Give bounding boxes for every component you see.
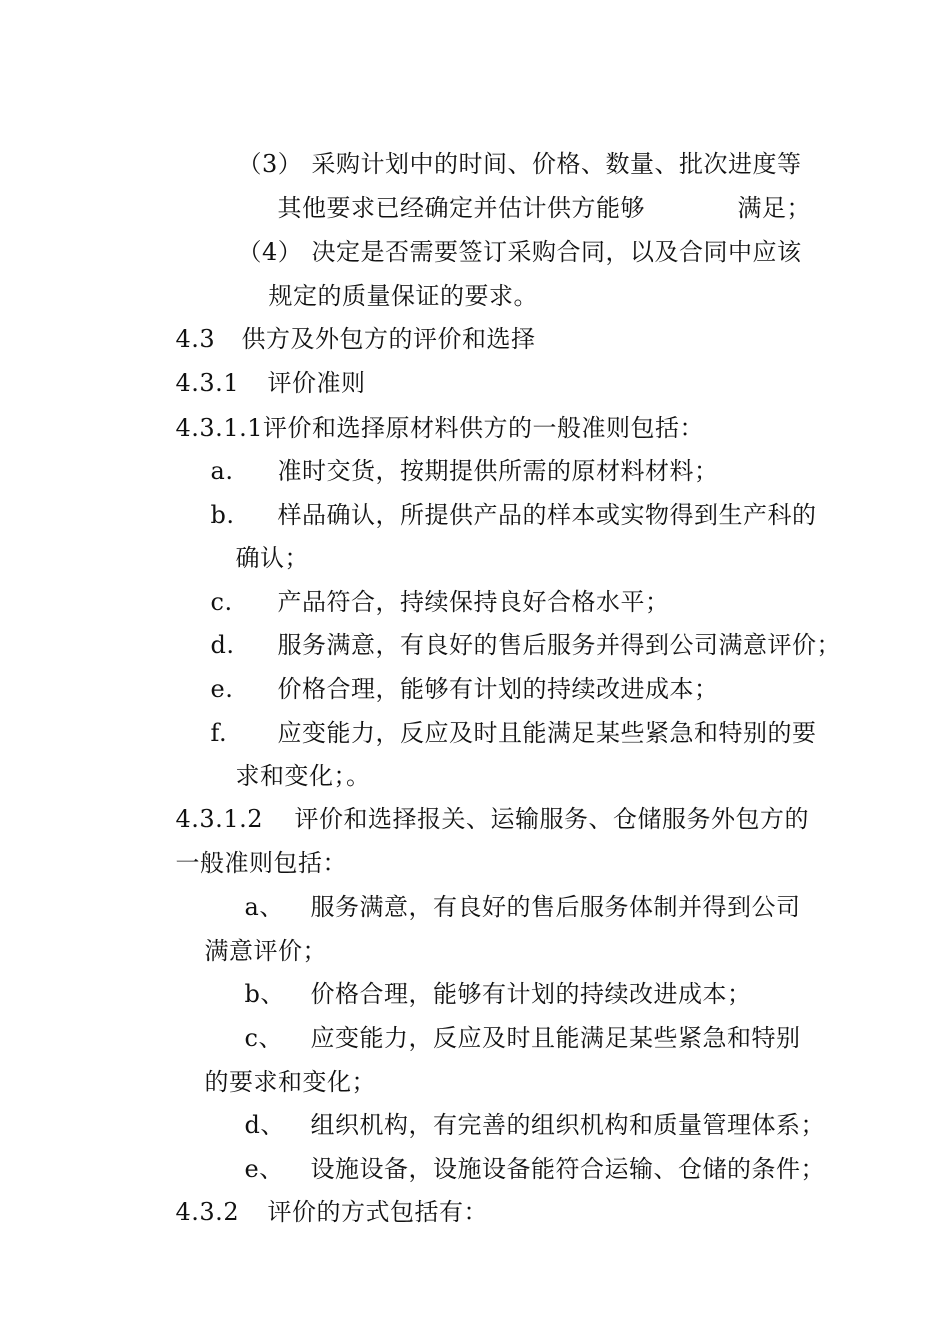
section-title: 供方及外包方的评价和选择 — [241, 325, 536, 353]
list-item-text-tail: 满足； — [737, 194, 812, 222]
section-title: 评价的方式包括有： — [267, 1198, 489, 1226]
section-heading-4-3-2 — [143, 1164, 488, 1260]
list-item-text: 样品确认，所提供产品的样本或实物得到生产科的 — [277, 501, 817, 529]
list-item-text: 采购计划中的时间、价格、数量、批次进度等 — [311, 150, 802, 178]
section-number: 4.3.1 — [175, 369, 240, 397]
list-item-text: 产品符合，持续保持良好合格水平； — [277, 588, 670, 616]
section-title: 一般准则包括： — [175, 849, 348, 877]
list-marker: e、 — [244, 1155, 284, 1183]
list-item-text: 规定的质量保证的要求。 — [268, 282, 539, 310]
list-item-text: 服务满意，有良好的售后服务并得到公司满意评价； — [277, 631, 842, 659]
list-item-text: 的要求和变化； — [204, 1068, 377, 1096]
list-item-text: 求和变化；。 — [235, 762, 371, 790]
list-item-text: 价格合理，能够有计划的持续改进成本； — [310, 980, 752, 1008]
list-marker: c. — [210, 588, 233, 616]
list-marker: （4） — [237, 238, 303, 266]
list-marker: b、 — [244, 980, 285, 1008]
section-title: 4.3.1.1评价和选择原材料供方的一般准则包括： — [175, 414, 704, 442]
list-marker: e. — [210, 675, 234, 703]
list-marker: a. — [210, 457, 234, 485]
list-item-text: 准时交货，按期提供所需的原材料材料； — [277, 457, 719, 485]
list-item-text: 应变能力，反应及时且能满足某些紧急和特别的要 — [277, 719, 817, 747]
list-item-text: 组织机构，有完善的组织机构和质量管理体系； — [310, 1111, 826, 1139]
list-item-text: 满意评价； — [204, 937, 328, 965]
list-marker: a、 — [244, 893, 284, 921]
list-item-text: 设施设备，设施设备能符合运输、仓储的条件； — [310, 1155, 826, 1183]
list-item-text: 决定是否需要签订采购合同，以及合同中应该 — [311, 238, 802, 266]
section-number: 4.3.2 — [175, 1198, 240, 1226]
list-marker: c、 — [244, 1024, 283, 1052]
list-item-text: 价格合理，能够有计划的持续改进成本； — [277, 675, 719, 703]
list-item-text: 应变能力，反应及时且能满足某些紧急和特别 — [310, 1024, 801, 1052]
list-item-text: 其他要求已经确定并估计供方能够 — [277, 194, 646, 222]
list-item-text: 确认； — [235, 544, 310, 572]
list-marker: d. — [210, 631, 235, 659]
section-title: 评价准则 — [267, 369, 366, 397]
list-marker: b. — [210, 501, 235, 529]
list-marker: d、 — [244, 1111, 285, 1139]
list-item-text: 服务满意，有良好的售后服务体制并得到公司 — [310, 893, 801, 921]
list-marker: （3） — [237, 150, 303, 178]
section-title: 评价和选择报关、运输服务、仓储服务外包方的 — [294, 805, 810, 833]
section-number: 4.3 — [175, 325, 216, 353]
list-marker: f. — [210, 719, 228, 747]
section-number: 4.3.1.2 — [175, 805, 263, 833]
